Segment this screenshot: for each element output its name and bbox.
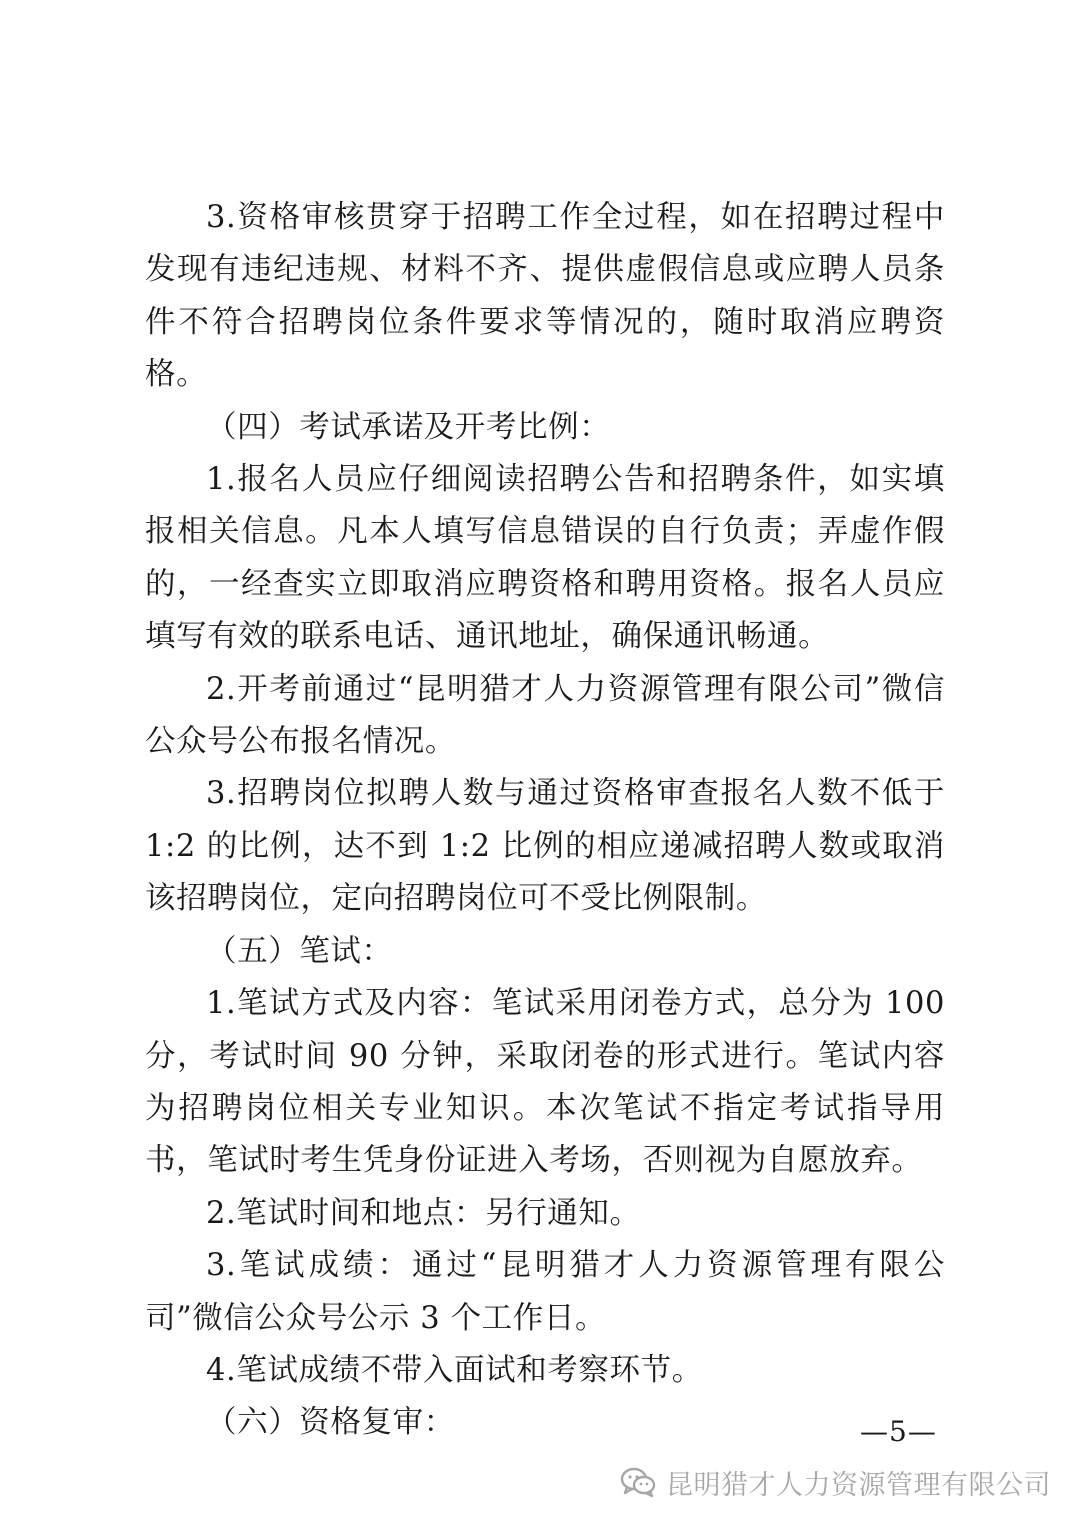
paragraph-exam-2: 2.笔试时间和地点：另行通知。 (206, 1195, 641, 1231)
watermark-text: 昆明猎才人力资源管理有限公司 (666, 1469, 1051, 1501)
paragraph-qualification-review: 3.资格审核贯穿于招聘工作全过程，如在招聘过程中发现有违纪违规、材料不齐、提供虚假信息或应聘人员条件不符合招聘岗位条件要求等情况的，随时取消应聘资格。 (145, 200, 945, 393)
wechat-watermark (618, 1460, 1051, 1504)
section-heading-exam-commitment: （四）考试承诺及开考比例： (206, 409, 611, 445)
page-number: —5— (860, 1415, 937, 1448)
paragraph-exam-3: 3.笔试成绩：通过“昆明猎才人力资源管理有限公司”微信公众号公示 3 个工作日。 (145, 1248, 945, 1336)
document-body (145, 192, 945, 1450)
wechat-icon (618, 1462, 658, 1502)
paragraph-exam-4: 4.笔试成绩不带入面试和考察环节。 (206, 1352, 703, 1388)
paragraph-commitment-3: 3.招聘岗位拟聘人数与通过资格审查报名人数不低于 1:2 的比例，达不到 1:2 比例的相应递减招聘人数或取消该招聘岗位，定向招聘岗位可不受比例限制。 (145, 776, 945, 917)
section-heading-requalification: （六）资格复审： (206, 1405, 455, 1441)
paragraph-exam-1: 1.笔试方式及内容：笔试采用闭卷方式，总分为 100 分，考试时间 90 分钟，采取闭卷的形式进行。笔试内容为招聘岗位相关专业知识。本次笔试不指定考试指导用书，笔试时考生凭身份证进入考场，否则视为自愿放弃。 (145, 986, 945, 1179)
paragraph-commitment-1: 1.报名人员应仔细阅读招聘公告和招聘条件，如实填报相关信息。凡本人填写信息错误的自行负责；弄虚作假的，一经查实立即取消应聘资格和聘用资格。报名人员应填写有效的联系电话、通讯地址，确保通讯畅通。 (145, 462, 945, 655)
paragraph-commitment-2: 2.开考前通过“昆明猎才人力资源管理有限公司”微信公众号公布报名情况。 (145, 671, 945, 760)
section-heading-written-exam: （五）笔试： (206, 933, 393, 969)
